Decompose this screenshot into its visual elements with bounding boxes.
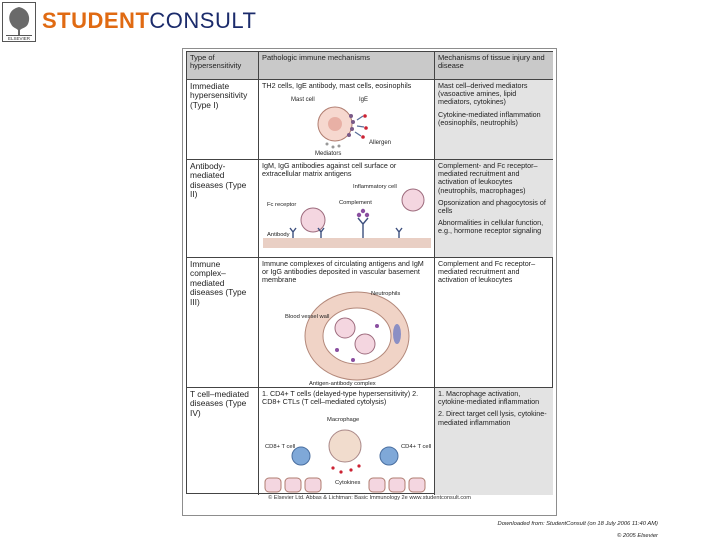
row-4-type-label: T cell–mediated diseases (Type IV): [190, 389, 249, 418]
row-3-mechanism: [259, 258, 435, 388]
label-cytokines: Cytokines: [335, 480, 361, 486]
row-3-mechanism-text: Immune complexes of circulating antigens and IgM or IgG antibodies deposited in vascular basement membrane: [262, 259, 424, 285]
label-mast-cell: Mast cell: [291, 97, 315, 103]
footer-copyright: © 2005 Elsevier: [616, 533, 658, 539]
label-inflammatory-cell: Inflammatory cell: [353, 184, 397, 190]
antibody-illustration: [263, 180, 431, 256]
hypersensitivity-figure: [182, 48, 557, 516]
label-cd8-t-cell: CD8+ T cell: [265, 444, 296, 450]
student-consult-brand: [42, 8, 256, 34]
label-antigen-antibody-complex: Antigen-antibody complex: [309, 381, 376, 386]
header-injury: Mechanisms of tissue injury and disease: [435, 52, 553, 80]
row-1-injury-item-1: Mast cell–derived mediators (vasoactive amines, lipid mediators, cytokines): [438, 81, 528, 107]
row-3-injury: [435, 258, 553, 388]
row-1-type-label: Immediate hypersensitivity (Type I): [190, 81, 248, 110]
row-3-injury-item-1: Complement and Fc receptor–mediated recruitment and activation of leukocytes: [438, 259, 536, 285]
row-1-mechanism-text: TH2 cells, IgE antibody, mast cells, eosinophils: [262, 81, 412, 90]
row-2-injury-item-1: Complement- and Fc receptor–mediated recruitment and activation of leukocytes (neutrophils, macrophages): [438, 161, 538, 195]
download-notice: Downloaded from: StudentConsult (on 18 July 2006 11:40 AM): [497, 521, 658, 527]
mast-cell-illustration: [289, 92, 399, 156]
row-4-injury-item-2: 2. Direct target cell lysis, cytokine-mediated inflammation: [438, 409, 547, 427]
label-antibody: Antibody: [267, 232, 290, 238]
vessel-illustration: [279, 288, 419, 386]
elsevier-wordmark: ELSEVIER: [7, 36, 30, 41]
row-2-injury-item-2: Opsonization and phagocytosis of cells: [438, 197, 546, 216]
row-4-mechanism: [259, 388, 435, 495]
row-4-injury: [435, 388, 553, 495]
figure-copyright: © Elsevier Ltd. Abbas & Lichtman: Basic Immunology 2e www.studentconsult.com: [268, 495, 471, 501]
label-complement: Complement: [339, 200, 372, 206]
row-2-type-label: Antibody-mediated diseases (Type II): [190, 161, 247, 200]
brand-consult: CONSULT: [149, 8, 257, 33]
row-3-type: [187, 258, 259, 388]
t-cell-illustration: [263, 412, 431, 494]
row-1-type: [187, 80, 259, 160]
row-4-type: [187, 388, 259, 495]
row-2-injury: [435, 160, 553, 258]
label-ige: IgE: [359, 97, 369, 103]
row-2-mechanism: [259, 160, 435, 258]
label-fc-receptor: Fc receptor: [267, 202, 297, 208]
row-4-injury-item-1: 1. Macrophage activation, cytokine-mediated inflammation: [438, 389, 540, 407]
label-allergen: Allergen: [369, 140, 392, 146]
row-2-injury-item-3: Abnormalities in cellular function, e.g., hormone receptor signaling: [438, 218, 544, 236]
row-1-injury: [435, 80, 553, 160]
row-2-type: [187, 160, 259, 258]
row-1-mechanism: [259, 80, 435, 160]
header-type: Type of hypersensitivity: [187, 52, 259, 80]
label-neutrophils: Neutrophils: [371, 291, 401, 297]
label-mediators: Mediators: [315, 151, 342, 156]
label-cd4-t-cell: CD4+ T cell: [401, 444, 431, 450]
download-footer: [498, 518, 658, 542]
brand-student: STUDENT: [42, 8, 150, 33]
header-mechanism: Pathologic immune mechanisms: [259, 52, 435, 80]
hypersensitivity-table: [186, 51, 553, 494]
row-3-type-label: Immune complex–mediated diseases (Type III): [190, 259, 247, 307]
elsevier-logo: [2, 2, 36, 42]
row-4-mechanism-text: 1. CD4+ T cells (delayed-type hypersensitivity) 2. CD8+ CTLs (T cell–mediated cytolysis): [262, 389, 419, 407]
label-blood-vessel-wall: Blood vessel wall: [285, 314, 330, 320]
row-2-mechanism-text: IgM, IgG antibodies against cell surface or extracellular matrix antigens: [262, 161, 397, 179]
label-macrophage: Macrophage: [327, 417, 360, 423]
row-1-injury-item-2: Cytokine-mediated inflammation (eosinophils, neutrophils): [438, 109, 541, 127]
